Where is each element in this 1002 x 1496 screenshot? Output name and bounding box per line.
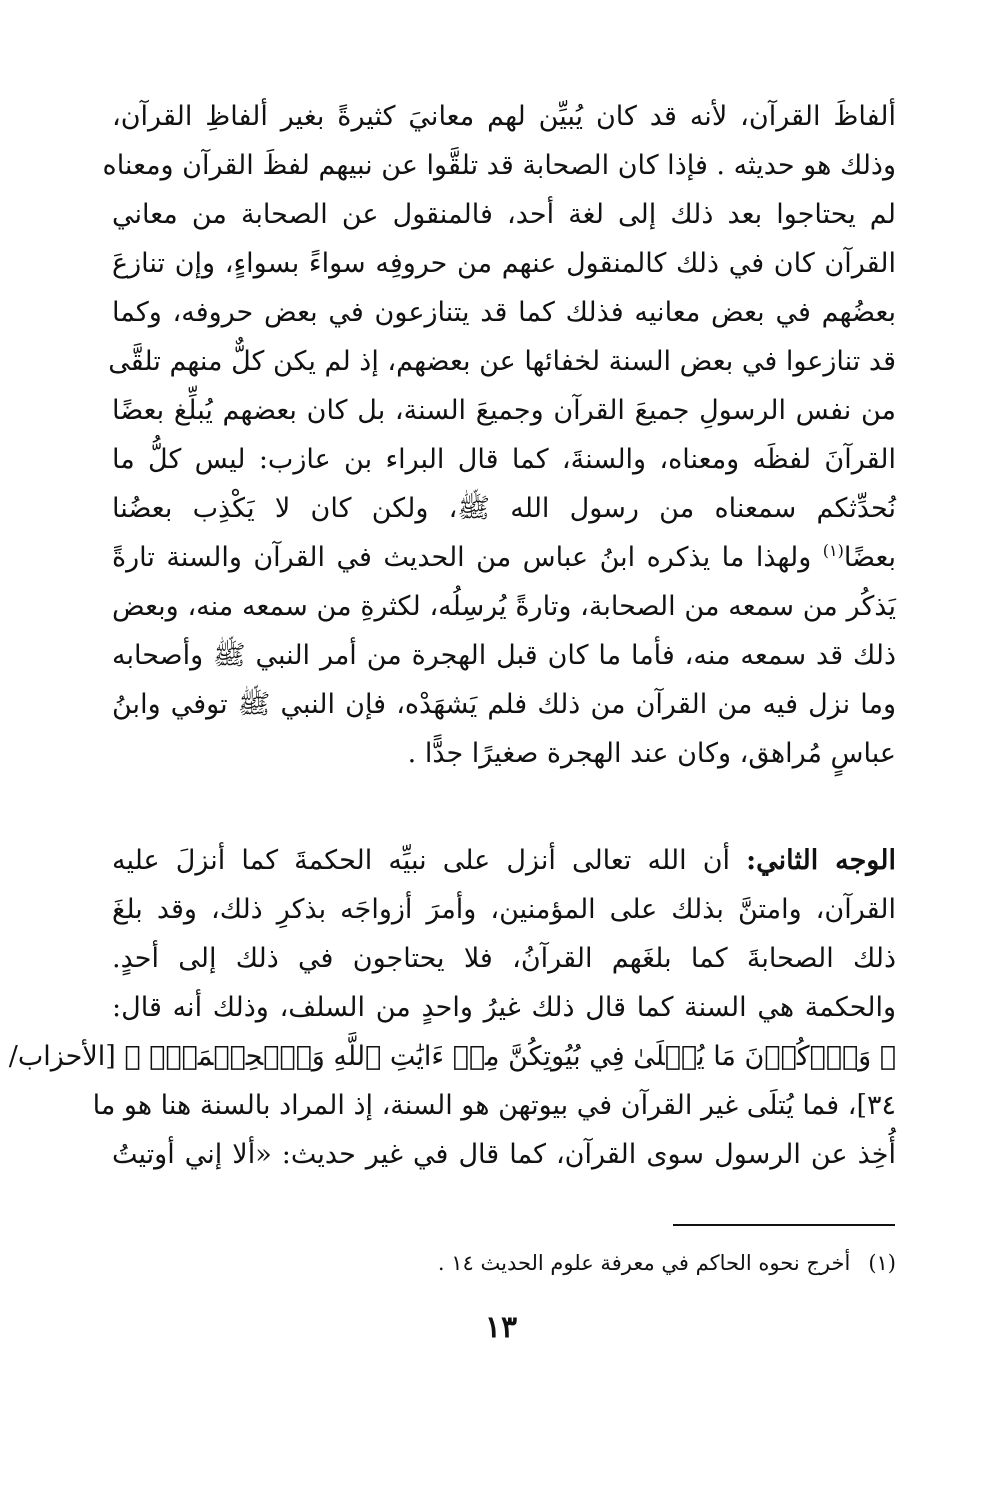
text-line: عباسٍ مُراهق، وكان عند الهجرة صغيرًا جدًّا . xyxy=(407,738,896,769)
text-line-with-footnote xyxy=(112,533,896,582)
quran-verse-line: ﴿ وَٱذۡكُرۡنَ مَا يُتۡلَىٰ فِي بُيُوتِكُنَّ مِنۡ ءَايَٰتِ ٱللَّهِ وَٱلۡحِكۡمَةِۚ ﴾ [الأحزاب/ xyxy=(8,1041,896,1072)
line-rest: أن الله تعالى أنزل على نبيِّه الحكمةَ كما أنزلَ عليه xyxy=(112,845,731,876)
footnote-divider xyxy=(673,1224,895,1226)
text-line: من نفس الرسولِ جميعَ القرآن وجميعَ السنة، بل كان بعضهم يُبلِّغ بعضًا xyxy=(112,395,896,426)
section-heading: الوجه الثاني: xyxy=(746,845,896,876)
page-number: ١٣ xyxy=(484,1310,518,1345)
text-line: القرآن، وامتنَّ بذلك على المؤمنين، وأمرَ أزواجَه بذكرِ ذلك، وقد بلغَ xyxy=(112,894,896,925)
footnote-number: (١) xyxy=(868,1251,896,1275)
text-line: أُخِذ عن الرسول سوى القرآن، كما قال في غير حديث: «ألا إني أوتيتُ xyxy=(112,1139,896,1170)
text-line: والحكمة هي السنة كما قال ذلك غيرُ واحدٍ من السلف، وذلك أنه قال: xyxy=(112,992,896,1023)
text-line: بعضُهم في بعض معانيه فذلك كما قد يتنازعون في بعض حروفه، وكما xyxy=(112,297,896,328)
text-line: نُحدِّثكم سمعناه من رسول الله ﷺ، ولكن كان لا يَكْذِب بعضُنا xyxy=(112,493,896,524)
line-rest: ولهذا ما يذكره ابنُ عباس من الحديث في القرآن والسنة تارةً xyxy=(112,542,812,573)
footnote xyxy=(112,1247,896,1279)
text-line: ٣٤]، فما يُتلَى غير القرآن في بيوتهن هو السنة، إذ المراد بالسنة هنا هو ما xyxy=(92,1090,896,1121)
text-line: وما نزل فيه من القرآن من ذلك فلم يَشهَدْه، فإن النبي ﷺ توفي وابنُ xyxy=(112,689,896,720)
text-line: ذلك قد سمعه منه، فأما ما كان قبل الهجرة من أمر النبي ﷺ وأصحابه xyxy=(112,640,896,671)
main-paragraph-1 xyxy=(102,92,896,778)
text-line: القرآن كان في ذلك كالمنقول عنهم من حروفِه سواءً بسواءٍ، وإن تنازعَ xyxy=(112,248,896,279)
text-line: وذلك هو حديثه . فإذا كان الصحابة قد تلقَّوا عن نبيهم لفظَ القرآن ومعناه xyxy=(102,150,896,181)
text-line: قد تنازعوا في بعض السنة لخفائها عن بعضهم، إذ لم يكن كلٌّ منهم تلقَّى xyxy=(108,346,896,377)
main-paragraph-2 xyxy=(8,836,896,1179)
text-line: لم يحتاجوا بعد ذلك إلى لغة أحد، فالمنقول عن الصحابة من معاني xyxy=(112,199,896,230)
footnote-text: أخرج نحوه الحاكم في معرفة علوم الحديث ١٤ . xyxy=(437,1251,851,1275)
text-line: يَذكُر من سمعه من الصحابة، وتارةً يُرسِلُه، لكثرةِ من سمعه منه، وبعض xyxy=(112,591,896,622)
text-line: القرآنَ لفظَه ومعناه، والسنةَ، كما قال البراء بن عازب: ليس كلُّ ما xyxy=(112,444,896,475)
footnote-marker[interactable]: (١) xyxy=(822,541,844,560)
text-line: ذلك الصحابةَ كما بلغَهم القرآنُ، فلا يحتاجون في ذلك إلى أحدٍ. xyxy=(112,943,896,974)
text-line-with-heading xyxy=(112,836,896,885)
text-line: ألفاظَ القرآن، لأنه قد كان يُبيِّن لهم معانيَ كثيرةً بغير ألفاظِ القرآن، xyxy=(112,101,896,132)
line-prefix: بعضًا xyxy=(843,542,896,573)
